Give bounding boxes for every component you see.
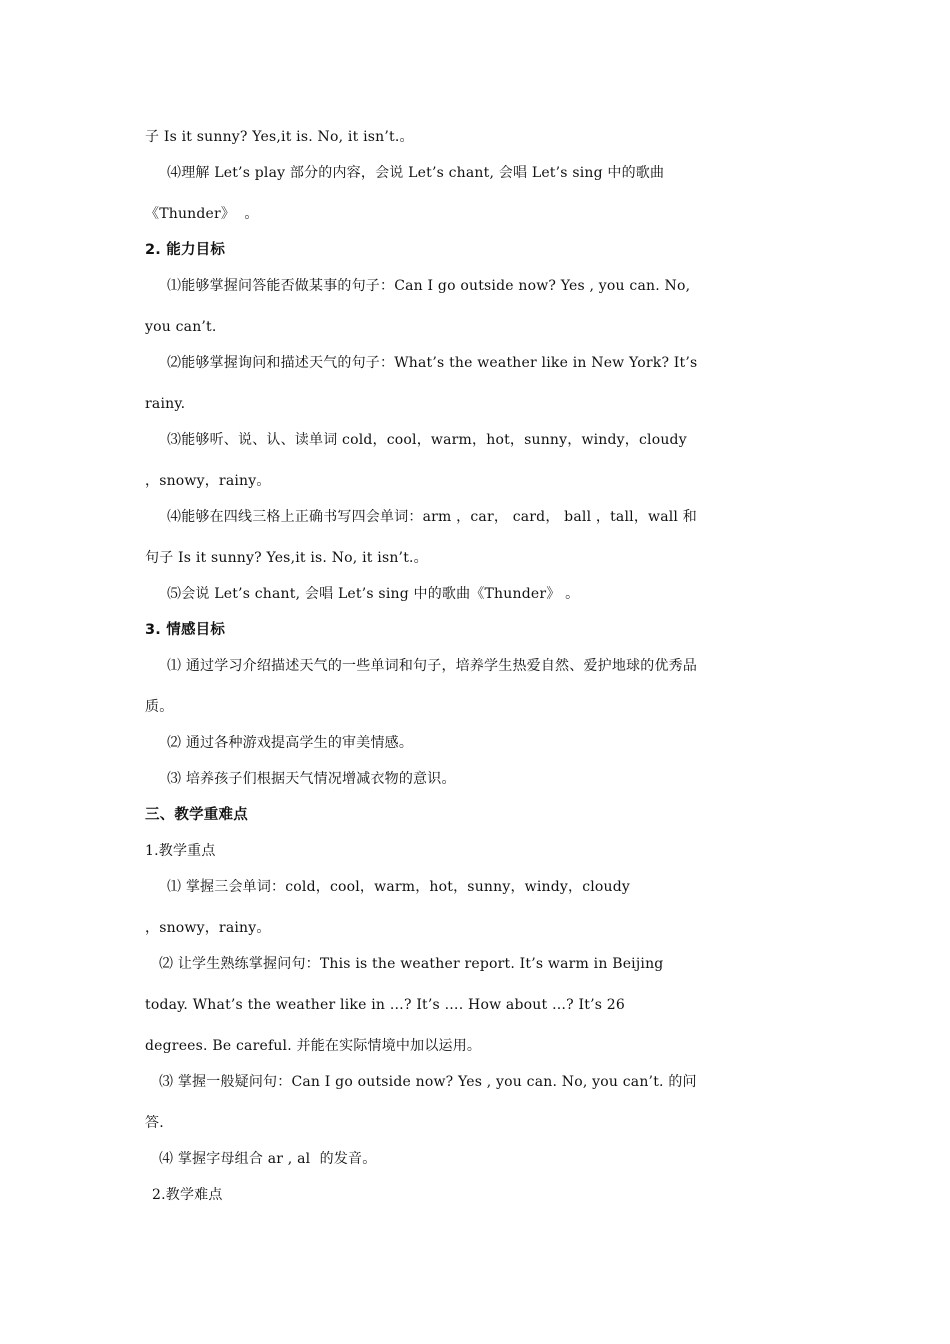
text-line: ⑴ 掌握三会单词：cold，cool，warm，hot，sunny，windy，cloudy bbox=[167, 879, 631, 895]
text-line: ，snowy，rainy。 bbox=[145, 920, 271, 936]
text-line: 质。 bbox=[145, 699, 174, 715]
text-line: ⑷ 掌握字母组合 ar , al 的发音。 bbox=[159, 1151, 377, 1167]
text-line: 《Thunder》 。 bbox=[145, 206, 259, 222]
text-line: ⑶ 培养孩子们根据天气情况增减衣物的意识。 bbox=[167, 771, 456, 787]
section-heading: 3. 情感目标 bbox=[145, 622, 226, 638]
text-line: 子 Is it sunny? Yes,it is. No, it isn’t.。 bbox=[145, 129, 414, 145]
text-line: ⑶能够听、说、认、读单词 cold，cool，warm，hot，sunny，windy，cloudy bbox=[167, 432, 687, 448]
text-line: 答. bbox=[145, 1115, 164, 1131]
text-line: today. What’s the weather like in …? It’s …. How about …? It’s 26 bbox=[145, 997, 625, 1013]
subsection-heading: 1.教学重点 bbox=[145, 843, 216, 859]
text-line: rainy. bbox=[145, 396, 186, 412]
text-line: ⑵ 通过各种游戏提高学生的审美情感。 bbox=[167, 735, 414, 751]
section-heading: 三、教学重难点 bbox=[145, 807, 248, 823]
text-line: ，snowy，rainy。 bbox=[145, 473, 271, 489]
text-line: ⑴能够掌握问答能否做某事的句子：Can I go outside now? Yes , you can. No, bbox=[167, 278, 691, 294]
text-line: 句子 Is it sunny? Yes,it is. No, it isn’t.。 bbox=[145, 550, 428, 566]
text-line: ⑵能够掌握询问和描述天气的句子：What’s the weather like in New York? It’s bbox=[167, 355, 698, 371]
text-line: ⑷能够在四线三格上正确书写四会单词：arm ，car， card， ball ，tall，wall 和 bbox=[167, 509, 697, 525]
subsection-heading: 2.教学难点 bbox=[152, 1187, 223, 1203]
section-heading: 2. 能力目标 bbox=[145, 242, 226, 258]
text-line: ⑶ 掌握一般疑问句：Can I go outside now? Yes , you can. No, you can’t. 的问 bbox=[159, 1074, 697, 1090]
text-line: ⑴ 通过学习介绍描述天气的一些单词和句子，培养学生热爱自然、爱护地球的优秀品 bbox=[167, 658, 698, 674]
text-line: ⑵ 让学生熟练掌握问句：This is the weather report. It’s warm in Beijing bbox=[159, 956, 664, 972]
text-line: you can’t. bbox=[145, 319, 217, 335]
text-line: degrees. Be careful. 并能在实际情境中加以运用。 bbox=[145, 1038, 482, 1054]
text-line: ⑸会说 Let’s chant, 会唱 Let’s sing 中的歌曲《Thunder》 。 bbox=[167, 586, 580, 602]
text-line: ⑷理解 Let’s play 部分的内容，会说 Let’s chant, 会唱 Let’s sing 中的歌曲 bbox=[167, 165, 665, 181]
